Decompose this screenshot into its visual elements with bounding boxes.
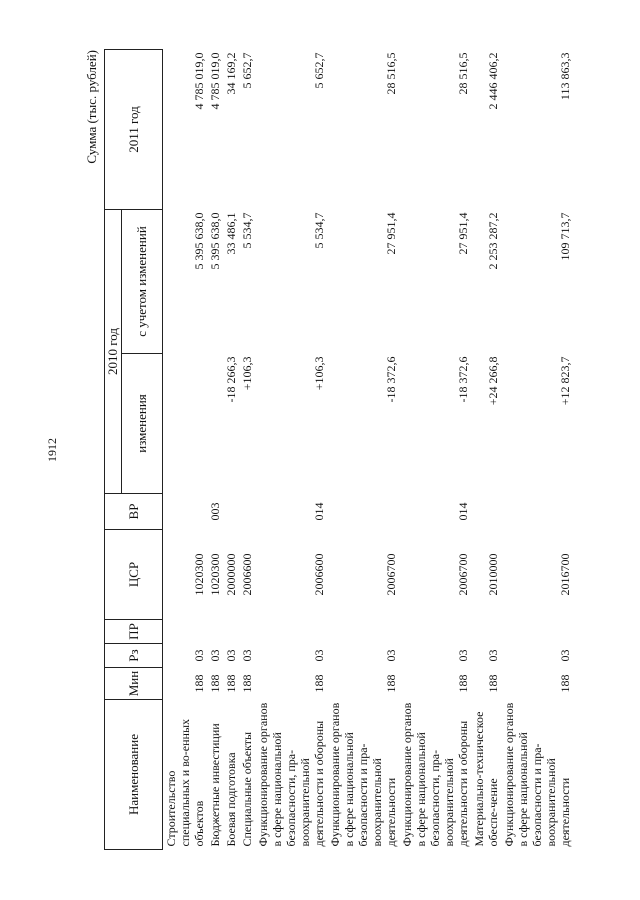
table-row — [501, 50, 573, 850]
header-changes: изменения — [122, 354, 163, 494]
cell-changes: -18 266,3 — [224, 356, 238, 403]
cell-changes: -18 372,6 — [456, 356, 470, 403]
header-pr: ПР — [105, 620, 163, 644]
cell-pr — [163, 620, 208, 644]
cell-name: Боевая подготовка — [224, 752, 238, 847]
cell-changes: +106,3 — [240, 356, 254, 391]
cell-2011: 2 446 406,2 — [486, 52, 500, 110]
cell-pr — [399, 620, 471, 644]
table-row — [471, 50, 501, 850]
cell-2011: 5 652,7 — [312, 52, 326, 89]
cell-vr: 014 — [456, 502, 470, 521]
cell-csr: 1020300 — [192, 553, 206, 596]
cell-min: 188 — [192, 674, 206, 693]
cell-with-changes: 5 395 638,0 — [208, 212, 222, 270]
cell-changes: +12 823,7 — [558, 356, 572, 406]
cell-2011: 28 516,5 — [384, 52, 398, 95]
cell-2011: 4 785 019,0 — [208, 52, 222, 110]
cell-name: Функционирование органов в сфере национальной безопасности, пра-воохранительной деятельности и обороны — [400, 702, 470, 847]
cell-rz: 03 — [312, 649, 326, 662]
cell-vr — [163, 494, 208, 530]
cell-with-changes: 5 534,7 — [240, 212, 254, 249]
cell-vr: 014 — [312, 502, 326, 521]
header-vr: ВР — [105, 494, 163, 530]
cell-2011: 113 863,3 — [558, 52, 572, 101]
cell-csr: 2006700 — [456, 553, 470, 596]
cell-csr: 2010000 — [486, 553, 500, 596]
cell-vr — [471, 494, 501, 530]
table-row — [399, 50, 471, 850]
cell-min: 188 — [486, 674, 500, 693]
cell-pr — [327, 620, 399, 644]
cell-pr — [223, 620, 239, 644]
cell-vr — [239, 494, 255, 530]
header-year-2011: 2011 год — [105, 50, 163, 210]
cell-2011: 34 169,2 — [224, 52, 238, 95]
cell-changes: +106,3 — [312, 356, 326, 391]
page-number: 1912 — [44, 438, 59, 462]
table-header — [105, 50, 163, 850]
cell-min: 188 — [384, 674, 398, 693]
header-year-2010: 2010 год — [105, 210, 122, 494]
budget-table — [104, 49, 573, 850]
cell-min: 188 — [224, 674, 238, 693]
cell-name: Функционирование органов в сфере национальной безопасности и пра-воохранительной деятельности — [328, 702, 398, 847]
cell-name: Специальные объекты — [240, 731, 254, 847]
cell-pr — [471, 620, 501, 644]
table-row — [327, 50, 399, 850]
cell-csr: 2000000 — [224, 553, 238, 596]
cell-vr — [223, 494, 239, 530]
cell-rz: 03 — [240, 649, 254, 662]
cell-rz: 03 — [224, 649, 238, 662]
cell-changes: +24 266,8 — [486, 356, 500, 406]
cell-changes — [163, 354, 208, 494]
cell-csr: 2006600 — [312, 553, 326, 596]
cell-csr: 2006700 — [384, 553, 398, 596]
cell-min: 188 — [208, 674, 222, 693]
cell-with-changes: 5 534,7 — [312, 212, 326, 249]
cell-min: 188 — [240, 674, 254, 693]
cell-vr — [501, 494, 573, 530]
cell-min: 188 — [312, 674, 326, 693]
cell-name: Функционирование органов в сфере национальной безопасности и пра-воохранительной деятельности — [502, 702, 572, 847]
table-row — [239, 50, 255, 850]
cell-with-changes: 2 253 287,2 — [486, 212, 500, 270]
cell-with-changes: 5 395 638,0 — [192, 212, 206, 270]
cell-name: Строительство специальных и во-енных объектов — [164, 718, 206, 847]
header-rz: Рз — [105, 644, 163, 668]
cell-min: 188 — [558, 674, 572, 693]
table-row — [163, 50, 208, 850]
table-row — [255, 50, 327, 850]
units-caption: Сумма (тыс. рублей) — [84, 50, 99, 164]
cell-with-changes: 33 486,1 — [224, 212, 238, 255]
cell-pr — [239, 620, 255, 644]
cell-changes: -18 372,6 — [384, 356, 398, 403]
cell-csr: 1020300 — [208, 553, 222, 596]
header-min: Мин — [105, 668, 163, 700]
cell-csr: 2006600 — [240, 553, 254, 596]
cell-with-changes: 27 951,4 — [384, 212, 398, 255]
table-row — [207, 50, 223, 850]
table-row — [223, 50, 239, 850]
cell-pr — [255, 620, 327, 644]
header-csr: ЦСР — [105, 530, 163, 620]
header-name: Наименование — [105, 700, 163, 850]
cell-with-changes: 27 951,4 — [456, 212, 470, 255]
cell-min: 188 — [456, 674, 470, 693]
cell-name: Функционирование органов в сфере национальной безопасности, пра-воохранительной деятельности и обороны — [256, 702, 326, 847]
cell-2011: 4 785 019,0 — [192, 52, 206, 110]
cell-name: Материально-техническое обеспе-чение — [472, 711, 500, 847]
cell-vr: 003 — [208, 502, 222, 521]
cell-changes — [207, 354, 223, 494]
cell-rz: 03 — [192, 649, 206, 662]
cell-rz: 03 — [558, 649, 572, 662]
cell-csr: 2016700 — [558, 553, 572, 596]
cell-rz: 03 — [456, 649, 470, 662]
cell-pr — [207, 620, 223, 644]
cell-2011: 28 516,5 — [456, 52, 470, 95]
cell-rz: 03 — [208, 649, 222, 662]
table-body — [163, 50, 574, 850]
cell-rz: 03 — [384, 649, 398, 662]
cell-rz: 03 — [486, 649, 500, 662]
cell-with-changes: 109 713,7 — [558, 212, 572, 261]
cell-vr — [327, 494, 399, 530]
rotated-table-stage — [80, 50, 572, 850]
cell-pr — [501, 620, 573, 644]
cell-name: Бюджетные инвестиции — [208, 723, 222, 847]
cell-2011: 5 652,7 — [240, 52, 254, 89]
header-with-changes: с учетом изменений — [122, 210, 163, 354]
